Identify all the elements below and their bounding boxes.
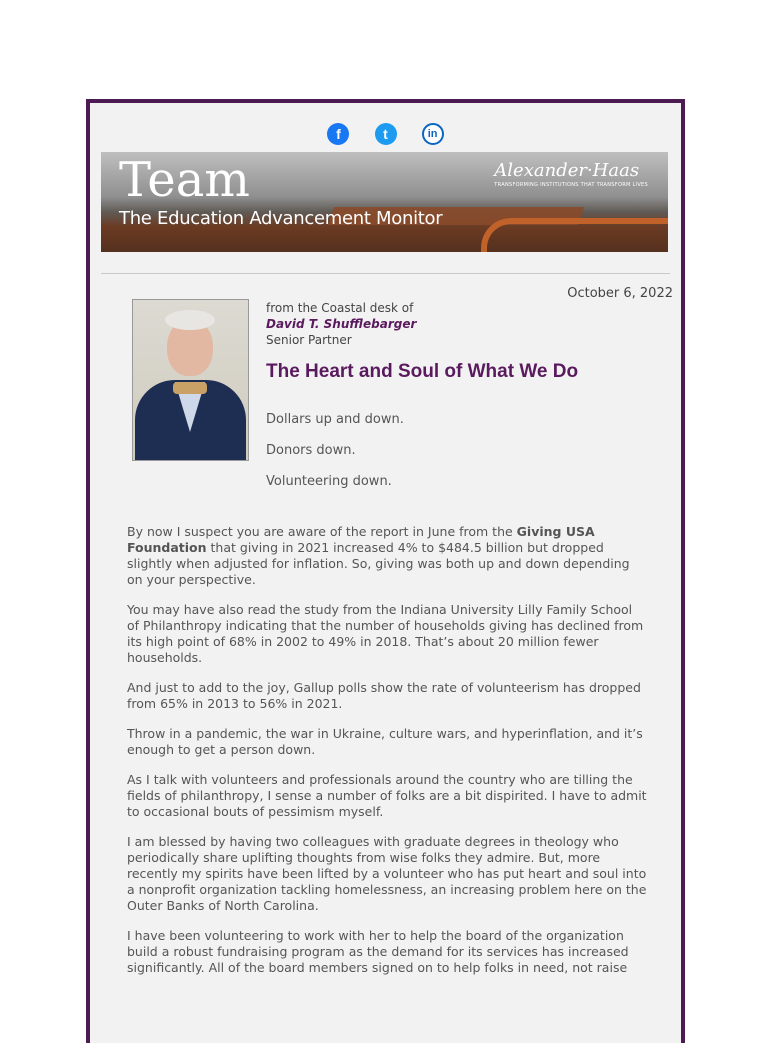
company-logo [494,162,648,188]
paragraph [127,524,647,588]
newsletter-frame [86,99,685,1043]
paragraph: You may have also read the study from the Indiana University Lilly Family School of Philanthropy indicating that the number of households giving has declined from its high point of 68% in 2002 to 49% in 2018. That’s about 20 million fewer households. [127,602,644,665]
paragraph: And just to add to the joy, Gallup polls show the rate of volunteerism has dropped from 65% in 2013 to 56% in 2021. [127,680,641,711]
linkedin-icon[interactable]: in [422,123,444,145]
intro-line: Dollars up and down. [266,412,404,427]
photo-bowtie [173,382,207,394]
paragraph-text: that giving in 2021 increased 4% to $484.5 billion but dropped slightly when adjusted for inflation. So, giving was both up and down depending on your perspective. [127,540,630,587]
article-headline: The Heart and Soul of What We Do [266,361,579,382]
author-photo [132,299,249,461]
byline-from: from the Coastal desk of [266,301,414,315]
paragraph: As I talk with volunteers and professionals around the country who are tilling the fields of philanthropy, I sense a number of folks are a bit dispirited. I have to admit to occasional bouts of pessimism myself. [127,772,647,819]
intro-line: Donors down. [266,443,356,458]
header-banner [101,152,668,252]
banner-chair-graphic [481,218,668,252]
social-links [90,123,681,145]
logo-name: Alexander·Haas [494,160,640,181]
article-date: October 6, 2022 [567,286,673,301]
article-body [127,524,647,990]
paragraph: I am blessed by having two colleagues with graduate degrees in theology who periodically share uplifting thoughts from wise folks they admire. But, more recently my spirits have been lifted by a volunteer who has put heart and soul into a nonprofit organization tackling homelessness, an increasing problem here on the Outer Banks of North Carolina. [127,834,647,913]
byline [266,300,416,348]
photo-hair [165,310,215,330]
paragraph: Throw in a pandemic, the war in Ukraine, culture wars, and hyperinflation, and it’s enough to get a person down. [127,726,643,757]
intro-line: Volunteering down. [266,474,392,489]
author-title: Senior Partner [266,333,352,347]
divider [101,273,670,274]
paragraph-text: By now I suspect you are aware of the report in June from the [127,524,517,539]
logo-tagline: TRANSFORMING INSTITUTIONS THAT TRANSFORM LIVES [494,182,648,188]
facebook-icon[interactable]: f [327,123,349,145]
banner-subtitle: The Education Advancement Monitor [119,208,443,229]
author-name: David T. Shufflebarger [266,317,417,331]
giving-usa-link: Giving USA Foundation [127,524,595,555]
twitter-icon[interactable]: t [375,123,397,145]
banner-title: Team [119,152,250,208]
paragraph: I have been volunteering to work with her to help the board of the organization build a robust fundraising program as the demand for its services has increased significantly. All of the board members signed on to help folks in need, not raise [127,928,629,975]
